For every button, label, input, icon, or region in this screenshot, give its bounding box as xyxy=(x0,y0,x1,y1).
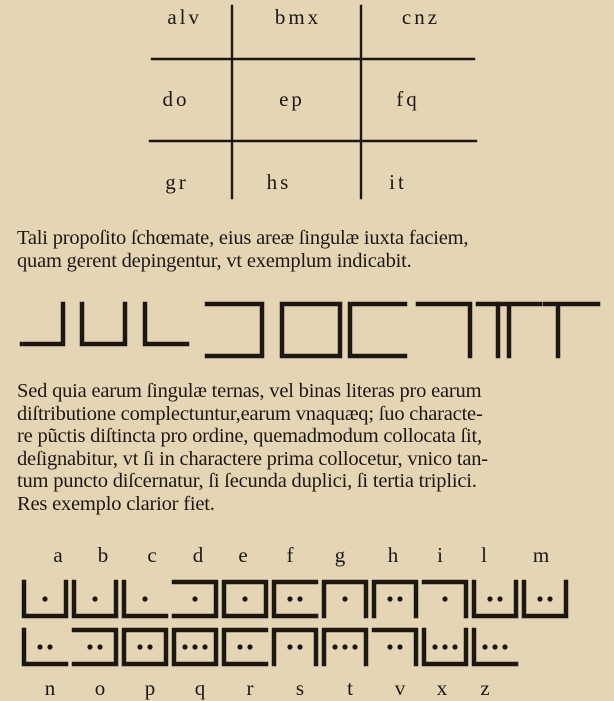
cipher-glyph xyxy=(374,582,416,616)
cipher-dot xyxy=(137,644,142,649)
cipher-glyph xyxy=(474,582,516,616)
cipher-dot xyxy=(342,644,347,649)
sample-glyph-8 xyxy=(478,304,540,356)
cipher-dot xyxy=(352,644,357,649)
cipher-dot xyxy=(442,644,447,649)
cipher-dot xyxy=(242,596,247,601)
explain-line: Sed quia earum ſingulæ ternas, vel binas literas pro earum xyxy=(17,380,482,402)
cipher-dot xyxy=(397,644,402,649)
alphabet-letter: a xyxy=(53,543,63,567)
cipher-dot xyxy=(387,644,392,649)
grid-cell-r2c1: do xyxy=(162,87,190,111)
alphabet-letter: n xyxy=(44,676,56,700)
explain-line: deſignabitur, vt ſi in charactere prima collocetur, vnico tan- xyxy=(17,447,488,470)
sample-glyph-5 xyxy=(282,304,340,356)
cipher-dot xyxy=(87,644,92,649)
sample-glyph-10 xyxy=(545,304,598,356)
cipher-dot xyxy=(37,644,42,649)
cipher-grid xyxy=(0,0,614,215)
alphabet-letter: d xyxy=(192,543,204,567)
cipher-dot xyxy=(492,644,497,649)
cipher-dot xyxy=(432,644,437,649)
alphabet-letter: g xyxy=(334,543,346,567)
alphabet-letter: s xyxy=(295,676,305,700)
cipher-glyph xyxy=(124,630,166,664)
cipher-glyph xyxy=(74,630,116,664)
alphabet-letter: i xyxy=(437,543,443,567)
cipher-dot xyxy=(497,596,502,601)
alphabet-letter: e xyxy=(238,543,248,567)
alphabet-letter: c xyxy=(147,543,157,567)
cipher-dot xyxy=(397,596,402,601)
grid-cell-r1c3: cnz xyxy=(401,5,441,29)
explain-line: tum puncto diſcernatur, ſi ſecunda duplici, ſi tertia triplici. xyxy=(17,470,477,492)
cipher-dot xyxy=(202,644,207,649)
cipher-dot xyxy=(387,596,392,601)
alphabet-letter: v xyxy=(394,676,406,700)
sample-glyph-2 xyxy=(82,304,125,344)
alphabet-letter: l xyxy=(481,543,487,567)
intro-line: Tali propoſito ſchœmate, eius areæ ſingulæ iuxta faciem, xyxy=(17,227,469,249)
alphabet-letter: z xyxy=(480,676,490,700)
alphabet-letter: t xyxy=(347,676,353,700)
cipher-row-2 xyxy=(24,630,516,664)
explain-line: diſtributione complectuntur,earum vnaquæq; ſuo characte- xyxy=(17,402,483,425)
alphabet-letter: q xyxy=(194,676,206,700)
cipher-dot xyxy=(142,596,147,601)
grid-cell-r3c1: gr xyxy=(165,170,189,194)
cipher-dot xyxy=(192,596,197,601)
intro-paragraph xyxy=(17,227,607,272)
cipher-dot xyxy=(92,596,97,601)
sample-glyph-4 xyxy=(207,304,262,356)
cipher-dot xyxy=(297,596,302,601)
explain-line: Res exemplo clarior fiet. xyxy=(17,492,215,515)
alphabet-letter: m xyxy=(532,543,550,567)
cipher-word-example xyxy=(0,290,614,362)
cipher-dot xyxy=(247,644,252,649)
cipher-dot xyxy=(547,596,552,601)
alphabet-row-bottom xyxy=(0,676,614,700)
sample-glyph-7 xyxy=(418,304,470,356)
grid-cell-r1c1: alv xyxy=(167,5,202,29)
cipher-dot xyxy=(182,644,187,649)
explanation-paragraph xyxy=(17,380,607,515)
alphabet-letter: r xyxy=(246,676,254,700)
intro-line: quam gerent depingentur, vt exemplum indicabit. xyxy=(17,249,412,272)
cipher-dot xyxy=(342,596,347,601)
grid-cell-r2c2: ep xyxy=(279,87,305,111)
cipher-glyph xyxy=(524,582,566,616)
alphabet-letter: x xyxy=(436,676,448,700)
sample-glyph-1 xyxy=(22,304,63,344)
sample-glyph-6 xyxy=(350,304,405,356)
alphabet-letter: b xyxy=(97,543,109,567)
alphabet-letter: p xyxy=(144,676,156,700)
alphabet-letter: f xyxy=(286,543,294,567)
cipher-dot xyxy=(332,644,337,649)
cipher-dot xyxy=(97,644,102,649)
grid-cell-r1c2: bmx xyxy=(274,5,322,29)
cipher-dot xyxy=(537,596,542,601)
grid-cell-r2c3: fq xyxy=(396,87,420,111)
cipher-row-1 xyxy=(24,582,566,616)
sample-glyph-3 xyxy=(145,304,187,344)
cipher-glyph xyxy=(274,582,316,616)
cipher-dot xyxy=(287,644,292,649)
cipher-dot xyxy=(192,644,197,649)
cipher-dot xyxy=(487,596,492,601)
grid-cell-r3c3: it xyxy=(389,170,407,194)
cipher-dot xyxy=(287,596,292,601)
cipher-dot xyxy=(297,644,302,649)
grid-cell-r3c2: hs xyxy=(266,170,292,194)
cipher-dot xyxy=(147,644,152,649)
cipher-dot xyxy=(47,644,52,649)
cipher-dot xyxy=(237,644,242,649)
cipher-dot xyxy=(452,644,457,649)
cipher-glyph xyxy=(274,630,316,664)
cipher-dot xyxy=(502,644,507,649)
alphabet-letter: h xyxy=(387,543,399,567)
cipher-glyph xyxy=(374,630,416,664)
alphabet-row-top xyxy=(0,543,614,567)
cipher-alphabet xyxy=(0,576,614,672)
cipher-glyph xyxy=(24,630,66,664)
cipher-glyph xyxy=(224,630,266,664)
cipher-dot xyxy=(482,644,487,649)
explain-line: re pũctis diſtincta pro ordine, quemadmodum collocata ſit, xyxy=(17,425,482,447)
cipher-dot xyxy=(42,596,47,601)
cipher-dot xyxy=(442,596,447,601)
alphabet-letter: o xyxy=(94,676,106,700)
